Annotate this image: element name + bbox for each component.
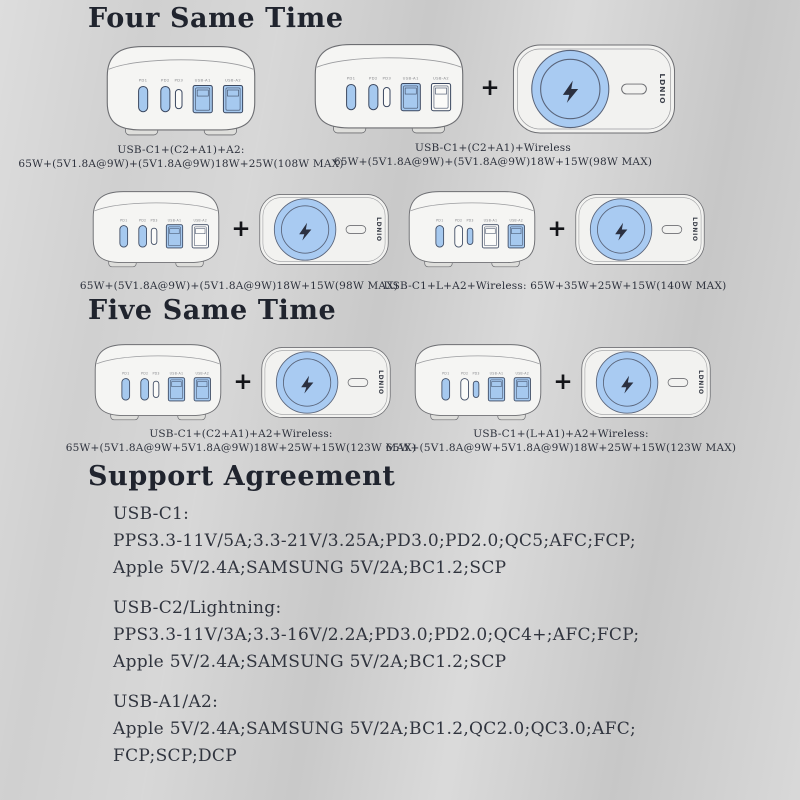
port-usb-a2	[508, 225, 524, 248]
plus-icon: +	[553, 368, 573, 395]
heading-five-same-time: Five Same Time	[88, 295, 337, 326]
port-usb-a1	[489, 378, 505, 401]
port-label-pd2: PD2	[369, 75, 379, 81]
plus-icon: +	[480, 75, 500, 101]
port-usb-a2	[514, 378, 530, 401]
port-label-usb-a1: USB-A1	[403, 75, 420, 81]
port-label-usb-a2: USB-A2	[515, 371, 530, 376]
port-label-usb-a2: USB-A2	[193, 218, 208, 223]
charger-illustration	[100, 40, 262, 141]
charger-illustration	[89, 339, 227, 425]
spec-block	[113, 501, 733, 582]
port-usb-a1	[193, 85, 212, 112]
usb-c-port-icon	[621, 84, 646, 94]
charger-illustration	[403, 186, 541, 272]
port-usb-a1	[167, 225, 183, 248]
port-label-pd3: PD3	[174, 77, 184, 83]
caption-line: USB-C1+L+A2+Wireless: 65W+35W+25W+15W(140W MAX)	[383, 280, 727, 292]
port-label-usb-a2: USB-A2	[433, 75, 450, 81]
device-combo	[100, 40, 262, 141]
port-pd2	[161, 86, 170, 111]
combo-figure-c1-c2a1-a2	[18, 40, 344, 171]
combo-figure-c1-c2a1-a2-wireless	[65, 339, 417, 455]
caption-line: 65W+(5V1.8A@9W)+(5V1.8A@9W)18W+15W(98W MAX)	[333, 156, 653, 168]
port-pd1	[347, 84, 356, 109]
port-usb-a2	[194, 378, 210, 401]
port-label-pd1: PD1	[436, 218, 444, 223]
port-label-usb-a2: USB-A2	[509, 218, 524, 223]
usb-c-port-icon	[662, 225, 682, 233]
port-label-pd1: PD1	[442, 371, 450, 376]
device-combo	[403, 186, 706, 272]
charger-illustration	[308, 38, 470, 139]
port-label-usb-a2: USB-A2	[195, 371, 210, 376]
port-usb-a1	[401, 83, 420, 110]
port-pd3	[384, 87, 391, 106]
plus-icon: +	[547, 215, 567, 242]
port-label-pd3: PD3	[466, 218, 475, 223]
combo-caption	[66, 427, 416, 455]
brand-text: LDNIO	[657, 72, 667, 105]
spec-block	[113, 595, 733, 676]
port-label-pd3: PD3	[382, 75, 392, 81]
charger-illustration	[87, 186, 225, 272]
spec-line: Apple 5V/2.4A;SAMSUNG 5V/2A;BC1.2;SCP	[113, 652, 507, 672]
port-pd2	[461, 379, 469, 401]
combo-figure-98w	[78, 186, 400, 293]
caption-line: USB-C1+(L+A1)+A2+Wireless:	[473, 428, 649, 440]
spec-line: PPS3.3-11V/5A;3.3-21V/3.25A;PD3.0;PD2.0;QC5;AFC;FCP;	[113, 531, 636, 551]
port-label-usb-a1: USB-A1	[484, 218, 498, 223]
port-label-pd2: PD2	[139, 218, 147, 223]
port-label-pd1: PD1	[347, 75, 356, 81]
port-pd3	[154, 381, 160, 397]
wireless-pad-illustration	[257, 191, 391, 268]
port-label-pd3: PD3	[150, 218, 159, 223]
wireless-pad-illustration	[573, 191, 707, 268]
brand-text: LDNIO	[690, 216, 697, 242]
port-pd1	[442, 379, 450, 401]
port-pd1	[120, 226, 128, 248]
usb-c-port-icon	[346, 225, 366, 233]
port-label-pd2: PD2	[455, 218, 463, 223]
spec-block	[113, 689, 733, 770]
caption-line: USB-C1+(C2+A1)+Wireless	[415, 142, 571, 154]
charger-illustration	[409, 339, 547, 425]
spec-line: Apple 5V/2.4A;SAMSUNG 5V/2A;BC1.2;SCP	[113, 558, 507, 578]
port-label-pd1: PD1	[138, 77, 148, 83]
port-label-usb-a1: USB-A1	[168, 218, 182, 223]
port-label-pd1: PD1	[122, 371, 130, 376]
usb-c-port-icon	[668, 378, 688, 386]
port-label-pd2: PD2	[161, 77, 170, 83]
caption-line: 65W+(5V1.8A@9W+5V1.8A@9W)18W+25W+15W(123W MAX)	[385, 442, 737, 454]
combo-caption	[386, 427, 736, 455]
port-pd1	[139, 86, 148, 111]
combo-caption	[384, 279, 727, 293]
port-label-pd1: PD1	[120, 218, 128, 223]
device-combo	[89, 339, 392, 425]
port-label-usb-a2: USB-A2	[224, 77, 242, 83]
device-combo	[308, 38, 677, 139]
port-pd3	[474, 381, 480, 397]
port-label-pd3: PD3	[152, 371, 161, 376]
port-usb-a2	[223, 85, 242, 112]
combo-caption	[334, 141, 652, 169]
port-label-pd2: PD2	[461, 371, 469, 376]
port-usb-a1	[483, 225, 499, 248]
combo-caption	[18, 143, 343, 171]
spec-line: Apple 5V/2.4A;SAMSUNG 5V/2A;BC1.2,QC2.0;QC3.0;AFC;	[113, 719, 637, 739]
combo-figure-c1-la1-a2-wireless	[385, 339, 737, 455]
port-label-pd3: PD3	[472, 371, 481, 376]
port-label-usb-a1: USB-A1	[194, 77, 211, 83]
caption-line: 65W+(5V1.8A@9W+5V1.8A@9W)18W+25W+15W(123W MAX)	[65, 442, 417, 454]
usb-c-port-icon	[348, 378, 368, 386]
spec-line: PPS3.3-11V/3A;3.3-16V/2.2A;PD3.0;PD2.0;QC4+;AFC;FCP;	[113, 625, 640, 645]
spec-title: USB-C1:	[113, 504, 190, 524]
support-agreement-specs	[113, 501, 733, 783]
combo-caption	[80, 279, 398, 293]
plus-icon: +	[231, 215, 251, 242]
port-pd2	[455, 226, 463, 248]
port-pd1	[436, 226, 444, 248]
wireless-pad-illustration	[579, 344, 713, 421]
port-pd3	[152, 228, 158, 244]
brand-text: LDNIO	[376, 369, 383, 395]
port-usb-a2	[432, 83, 451, 110]
port-label-usb-a1: USB-A1	[170, 371, 184, 376]
port-pd2	[369, 84, 378, 109]
port-usb-a1	[169, 378, 185, 401]
plus-icon: +	[233, 368, 253, 395]
port-label-pd2: PD2	[141, 371, 149, 376]
spec-title: USB-A1/A2:	[113, 692, 219, 712]
port-pd3	[468, 228, 474, 244]
spec-title: USB-C2/Lightning:	[113, 598, 282, 618]
port-pd2	[139, 226, 147, 248]
brand-text: LDNIO	[374, 216, 381, 242]
heading-support-agreement: Support Agreement	[88, 461, 396, 492]
caption-line: 65W+(5V1.8A@9W)+(5V1.8A@9W)18W+15W(98W MAX)	[79, 280, 399, 292]
port-pd1	[122, 379, 130, 401]
brand-text: LDNIO	[696, 369, 703, 395]
combo-figure-140w	[383, 186, 727, 293]
port-pd3	[175, 89, 182, 108]
heading-four-same-time: Four Same Time	[88, 3, 344, 34]
device-combo	[409, 339, 712, 425]
caption-line: USB-C1+(C2+A1)+A2:	[117, 144, 245, 156]
wireless-pad-illustration	[510, 41, 678, 137]
wireless-pad-illustration	[259, 344, 393, 421]
spec-line: FCP;SCP;DCP	[113, 746, 237, 766]
device-combo	[87, 186, 390, 272]
port-pd2	[141, 379, 149, 401]
caption-line: 65W+(5V1.8A@9W)+(5V1.8A@9W)18W+25W(108W MAX)	[18, 158, 344, 170]
port-usb-a2	[192, 225, 208, 248]
combo-figure-c1-c2a1-wireless	[300, 38, 686, 169]
port-label-usb-a1: USB-A1	[490, 371, 504, 376]
caption-line: USB-C1+(C2+A1)+A2+Wireless:	[149, 428, 333, 440]
